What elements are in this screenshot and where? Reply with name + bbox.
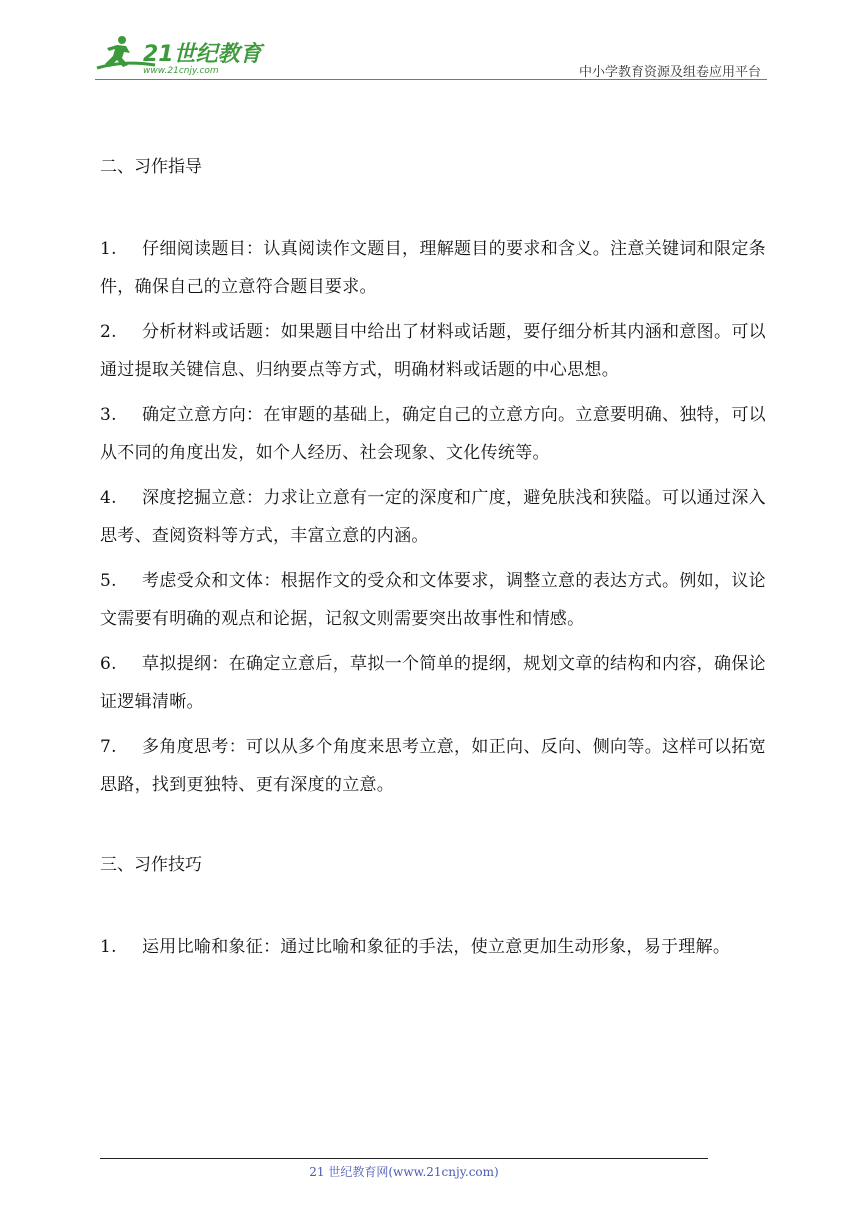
item-text: 多角度思考：可以从多个角度来思考立意，如正向、反向、侧向等。这样可以拓宽思路，找到更独特、更有深度的立意。 bbox=[100, 737, 766, 795]
item-text: 仔细阅读题目：认真阅读作文题目，理解题目的要求和含义。注意关键词和限定条件，确保自己的立意符合题目要求。 bbox=[100, 239, 766, 297]
list-item bbox=[100, 728, 766, 804]
item-text: 确定立意方向：在审题的基础上，确定自己的立意方向。立意要明确、独特，可以从不同的角度出发，如个人经历、社会现象、文化传统等。 bbox=[100, 405, 766, 463]
list-item bbox=[100, 928, 766, 966]
21cnjy-logo bbox=[95, 34, 265, 76]
item-number: 4. bbox=[100, 488, 117, 508]
section-title-techniques: 三、习作技巧 bbox=[100, 855, 202, 875]
list-item bbox=[100, 479, 766, 555]
item-text: 深度挖掘立意：力求让立意有一定的深度和广度，避免肤浅和狭隘。可以通过深入思考、查阅资料等方式，丰富立意的内涵。 bbox=[100, 488, 766, 546]
logo-url: www.21cnjy.com bbox=[143, 66, 219, 76]
item-number: 3. bbox=[100, 405, 117, 425]
item-number: 2. bbox=[100, 322, 117, 342]
item-number: 7. bbox=[100, 737, 117, 757]
footer-divider bbox=[100, 1158, 708, 1159]
list-item bbox=[100, 396, 766, 472]
document-body bbox=[100, 148, 766, 973]
list-item bbox=[100, 230, 766, 306]
page-header bbox=[95, 34, 767, 80]
logo-text: 21世纪教育 bbox=[143, 42, 262, 67]
list-item bbox=[100, 645, 766, 721]
item-number: 6. bbox=[100, 654, 117, 674]
list-item bbox=[100, 562, 766, 638]
item-number: 1. bbox=[100, 239, 117, 259]
header-divider bbox=[95, 79, 767, 80]
section-title-guidance: 二、习作指导 bbox=[100, 157, 202, 177]
item-text: 草拟提纲：在确定立意后，草拟一个简单的提纲，规划文章的结构和内容，确保论证逻辑清晰。 bbox=[100, 654, 766, 712]
item-number: 5. bbox=[100, 571, 117, 591]
item-text: 运用比喻和象征：通过比喻和象征的手法，使立意更加生动形象，易于理解。 bbox=[142, 937, 731, 957]
item-text: 分析材料或话题：如果题目中给出了材料或话题，要仔细分析其内涵和意图。可以通过提取关键信息、归纳要点等方式，明确材料或话题的中心思想。 bbox=[100, 322, 766, 380]
item-number: 1. bbox=[100, 937, 117, 957]
list-item bbox=[100, 313, 766, 389]
item-text: 考虑受众和文体：根据作文的受众和文体要求，调整立意的表达方式。例如，议论文需要有明确的观点和论据，记叙文则需要突出故事性和情感。 bbox=[100, 571, 766, 629]
footer-site-link[interactable]: 21 世纪教育网(www.21cnjy.com) bbox=[309, 1165, 499, 1179]
header-platform-name: 中小学教育资源及组卷应用平台 bbox=[578, 65, 761, 80]
